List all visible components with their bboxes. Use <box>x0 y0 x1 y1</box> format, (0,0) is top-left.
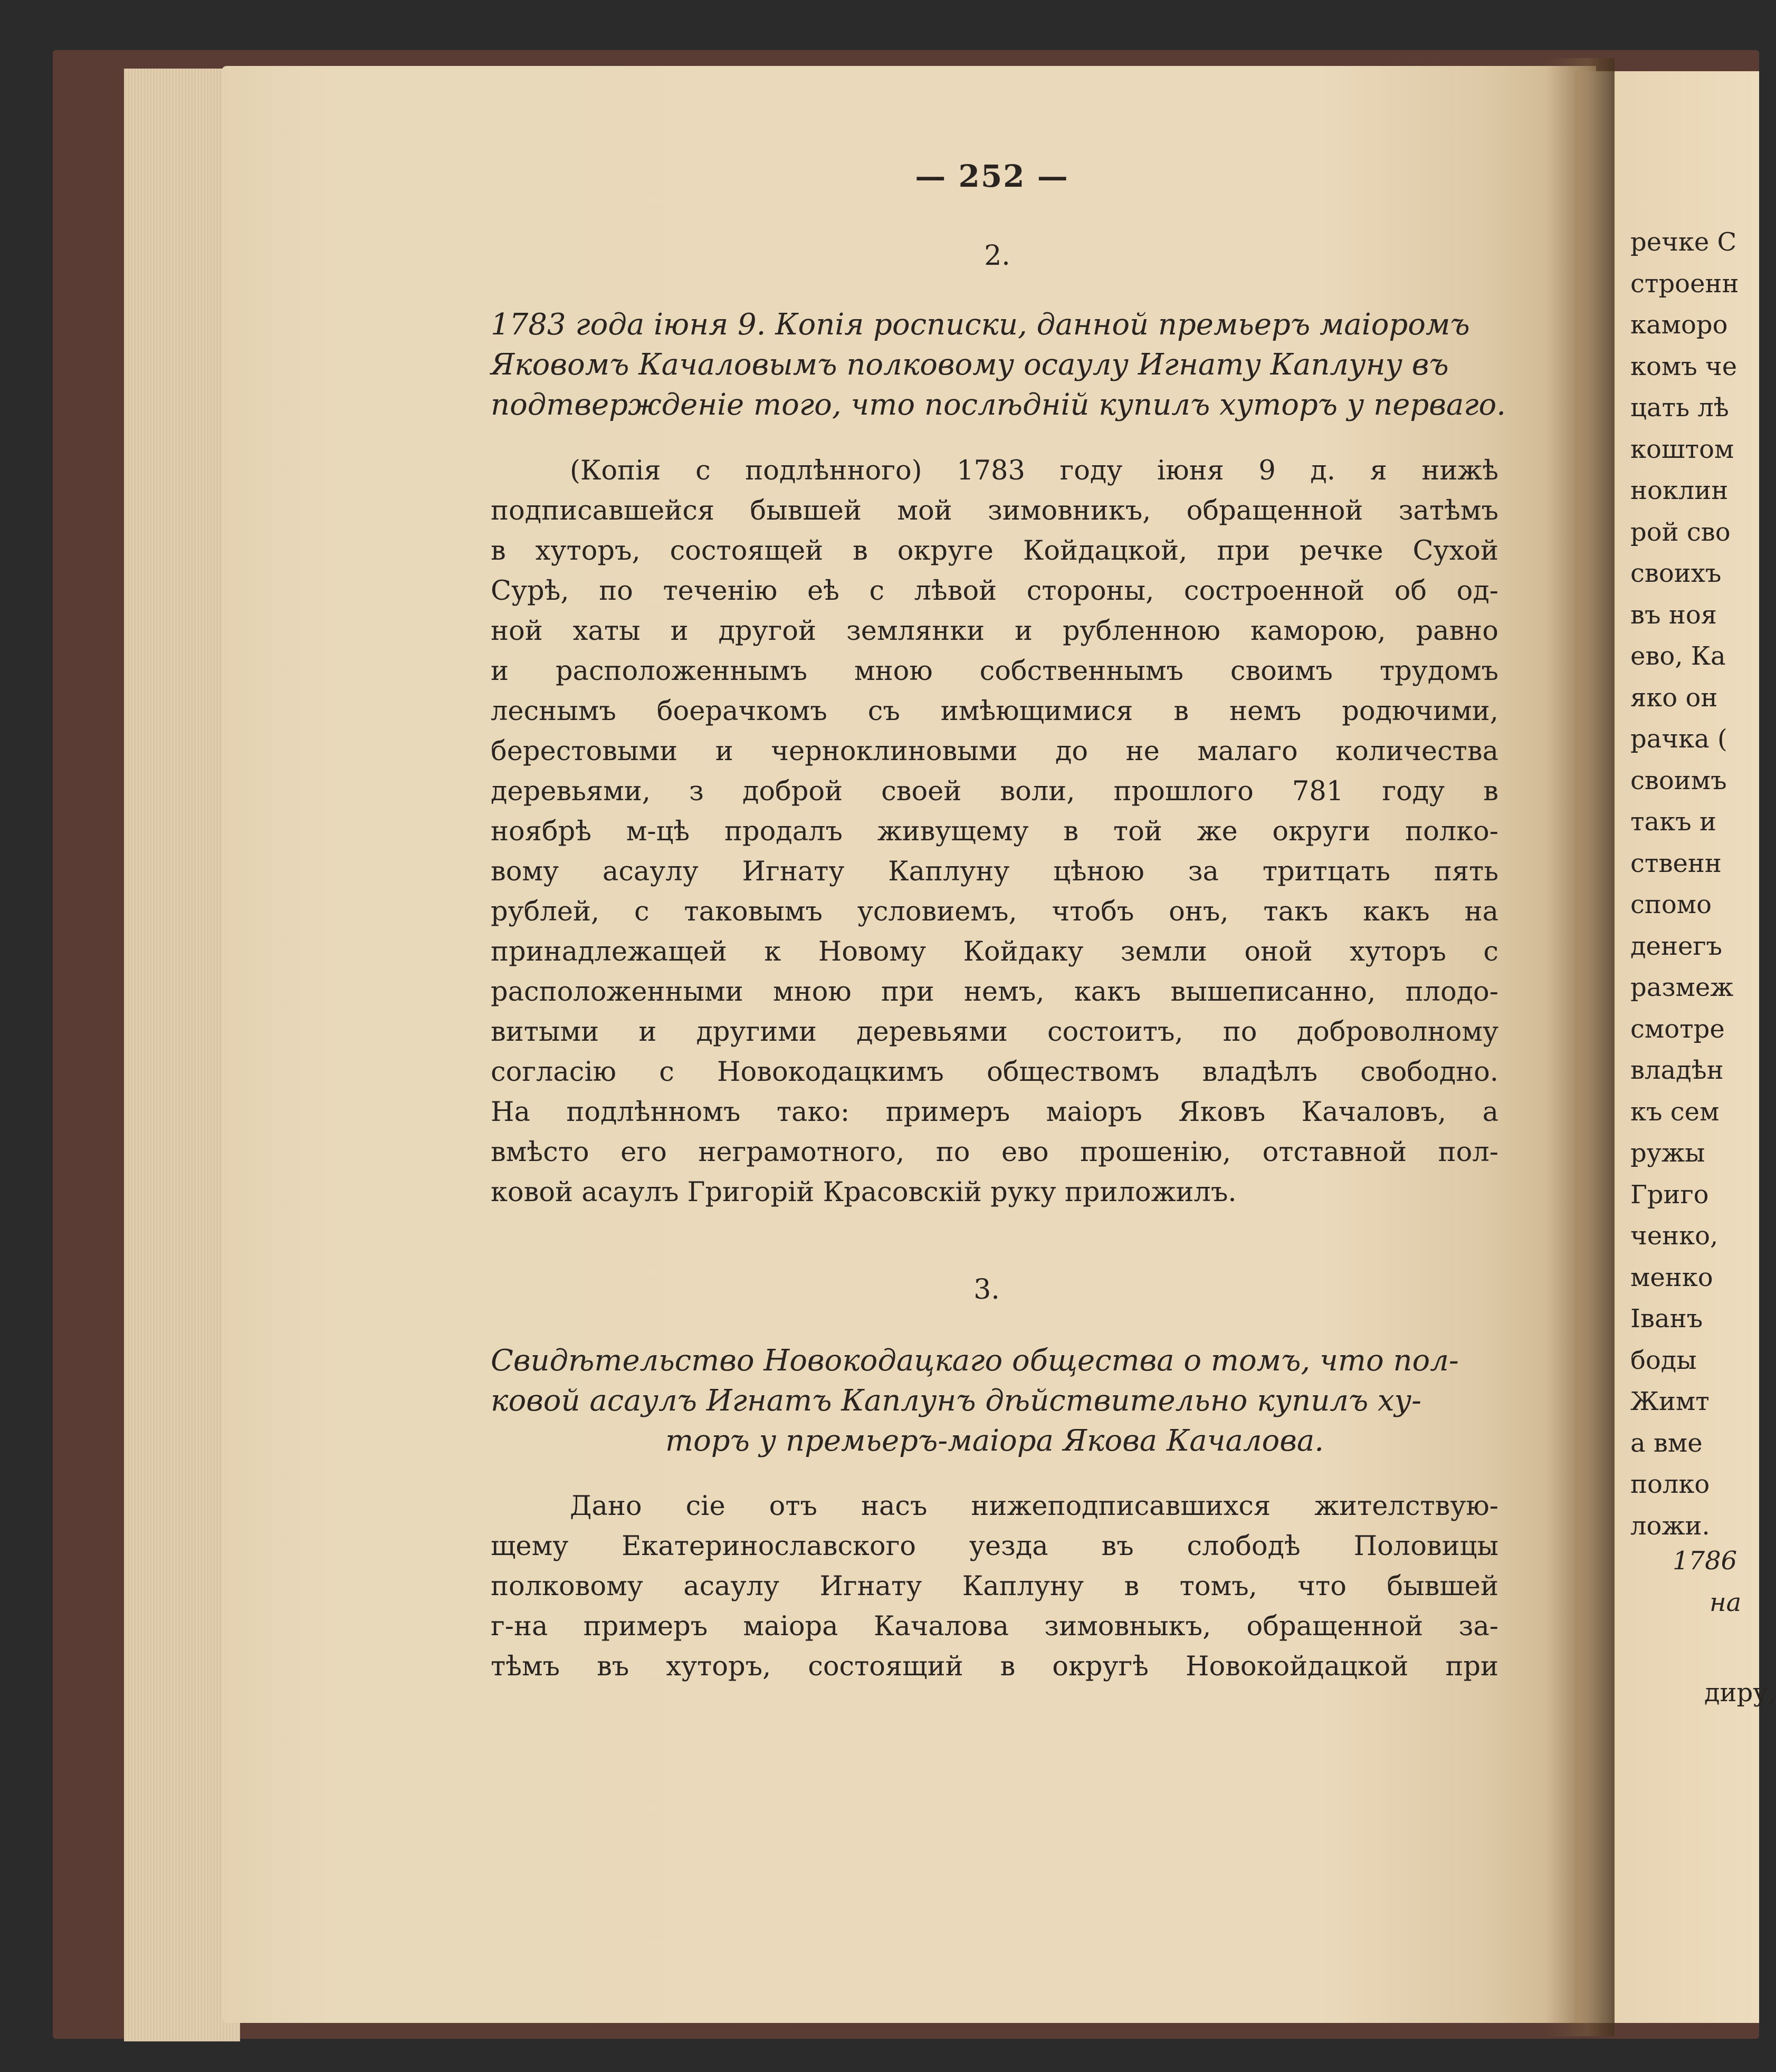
text-line: яко он <box>1630 683 1718 713</box>
text-line: Григо <box>1630 1179 1709 1210</box>
text-line: въ ноя <box>1630 600 1717 630</box>
text-line: г-на примеръ маіора Качалова зимовныкъ, обращенной за- <box>491 1611 1498 1642</box>
right-page-tail <box>1704 1672 1776 1714</box>
text-line: владѣн <box>1630 1056 1724 1085</box>
text-line: щему Екатеринославского уезда въ слободѣ Половицы <box>491 1531 1498 1562</box>
text-line: леснымъ боерачкомъ съ имѣющимися в немъ родючими, <box>491 696 1498 727</box>
text-line: денегъ <box>1630 931 1723 961</box>
section-body <box>491 1486 1498 1687</box>
text-line: своимъ <box>1630 765 1727 795</box>
text-line: ноябрѣ м-цѣ продалъ живущему в той же округи полко- <box>491 816 1498 847</box>
text-line: согласію с Новокодацкимъ обществомъ владѣлъ свободно. <box>491 1057 1498 1088</box>
right-page-text <box>1630 222 1739 1547</box>
text-line: принадлежащей к Новому Койдаку земли оной хуторъ с <box>491 936 1498 967</box>
text-line: диру, <box>1704 1678 1776 1708</box>
heading-line: ковой асаулъ Игнатъ Каплунъ дѣйствительно купилъ ху- <box>491 1384 1422 1418</box>
heading-line: подтвержденіе того, что послѣдній купилъ хуторъ у перваго. <box>491 388 1506 422</box>
heading-line: 1783 года іюня 9. Копія росписки, данной премьеръ маіоромъ <box>491 308 1470 342</box>
text-line: деревьями, з доброй своей воли, прошлого 781 году в <box>491 776 1498 807</box>
text-line: рой сво <box>1630 517 1731 547</box>
text-line: на <box>1710 1587 1742 1617</box>
text-line: полко <box>1630 1470 1710 1499</box>
text-line: комъ че <box>1630 351 1737 381</box>
text-line: вмѣсто его неграмотного, по ево прошенію, отставной пол- <box>491 1137 1498 1168</box>
text-line: ной хаты и другой землянки и рубленною каморою, равно <box>491 616 1498 647</box>
text-line: полковому асаулу Игнату Каплуну в томъ, что бывшей <box>491 1571 1498 1602</box>
text-line: расположенными мною при немъ, какъ вышеписанно, плодо- <box>491 976 1498 1008</box>
section-body <box>491 451 1498 1213</box>
text-line: вому асаулу Игнату Каплуну цѣною за тритцать пять <box>491 856 1498 887</box>
text-line: менко <box>1630 1262 1713 1292</box>
text-line: строенн <box>1630 268 1739 299</box>
text-line: ложи. <box>1630 1511 1710 1541</box>
text-line: спомо <box>1630 890 1712 919</box>
text-line: ево, Ка <box>1630 641 1726 671</box>
text-line: рублей, с таковымъ условиемъ, чтобъ онъ, такъ какъ на <box>491 896 1498 927</box>
page-number: — 252 — <box>915 158 1069 194</box>
text-line: 1786 <box>1673 1546 1737 1576</box>
text-line: Жимт <box>1630 1387 1710 1416</box>
text-line: На подлѣнномъ тако: примеръ маіоръ Яковъ Качаловъ, а <box>491 1097 1498 1128</box>
text-line: рачка ( <box>1630 724 1727 754</box>
text-line: ковой асаулъ Григорій Красовскій руку приложилъ. <box>491 1177 1237 1208</box>
text-line: подписавшейся бывшей мой зимовникъ, обращенной затѣмъ <box>491 495 1498 526</box>
text-line: смотре <box>1630 1014 1725 1044</box>
text-line: Іванъ <box>1630 1304 1703 1334</box>
text-line: в хуторъ, состоящей в округе Койдацкой, при речке Сухой <box>491 535 1498 567</box>
text-line: своихъ <box>1630 559 1722 588</box>
text-line: а вме <box>1630 1428 1703 1458</box>
text-line: ноклин <box>1630 476 1729 505</box>
text-line: берестовыми и черноклиновыми до не малаго количества <box>491 736 1498 767</box>
text-line: тѣмъ въ хуторъ, состоящий в округѣ Новокойдацкой при <box>491 1651 1498 1682</box>
text-line: Дано сіе отъ насъ нижеподписавшихся жителствую- <box>570 1491 1498 1522</box>
section-number: 2. <box>984 240 1010 272</box>
text-line: боды <box>1630 1345 1697 1375</box>
text-line: ружы <box>1630 1138 1705 1168</box>
text-line: каморо <box>1630 310 1728 340</box>
book-gutter <box>1546 58 1615 2036</box>
section-number: 3. <box>973 1274 1000 1306</box>
section-heading <box>491 1341 1498 1461</box>
text-line: размеж <box>1630 973 1734 1002</box>
right-page-heading <box>1673 1540 1741 1623</box>
text-line: (Копія с подлѣнного) 1783 году іюня 9 д. я нижѣ <box>570 455 1498 486</box>
text-line: цать лѣ <box>1630 393 1729 423</box>
text-line: такъ и <box>1630 807 1716 837</box>
text-line: витыми и другими деревьями состоитъ, по доброволному <box>491 1016 1498 1048</box>
text-line: къ сем <box>1630 1097 1720 1127</box>
text-line: ственн <box>1630 848 1722 878</box>
heading-line: Свидѣтельство Новокодацкаго общества о томъ, что пол- <box>491 1344 1459 1378</box>
section-heading <box>491 305 1506 425</box>
heading-line: Яковомъ Качаловымъ полковому осаулу Игнату Каплуну въ <box>491 348 1449 382</box>
text-line: коштом <box>1630 434 1734 464</box>
text-line: речке С <box>1630 227 1737 257</box>
heading-line: торъ у премьеръ-маіора Якова Качалова. <box>665 1424 1324 1458</box>
text-line: ченко, <box>1630 1221 1718 1251</box>
text-line: Сурѣ, по теченію еѣ с лѣвой стороны, состроенной об од- <box>491 575 1498 607</box>
text-line: и расположеннымъ мною собственнымъ своимъ трудомъ <box>491 656 1498 687</box>
